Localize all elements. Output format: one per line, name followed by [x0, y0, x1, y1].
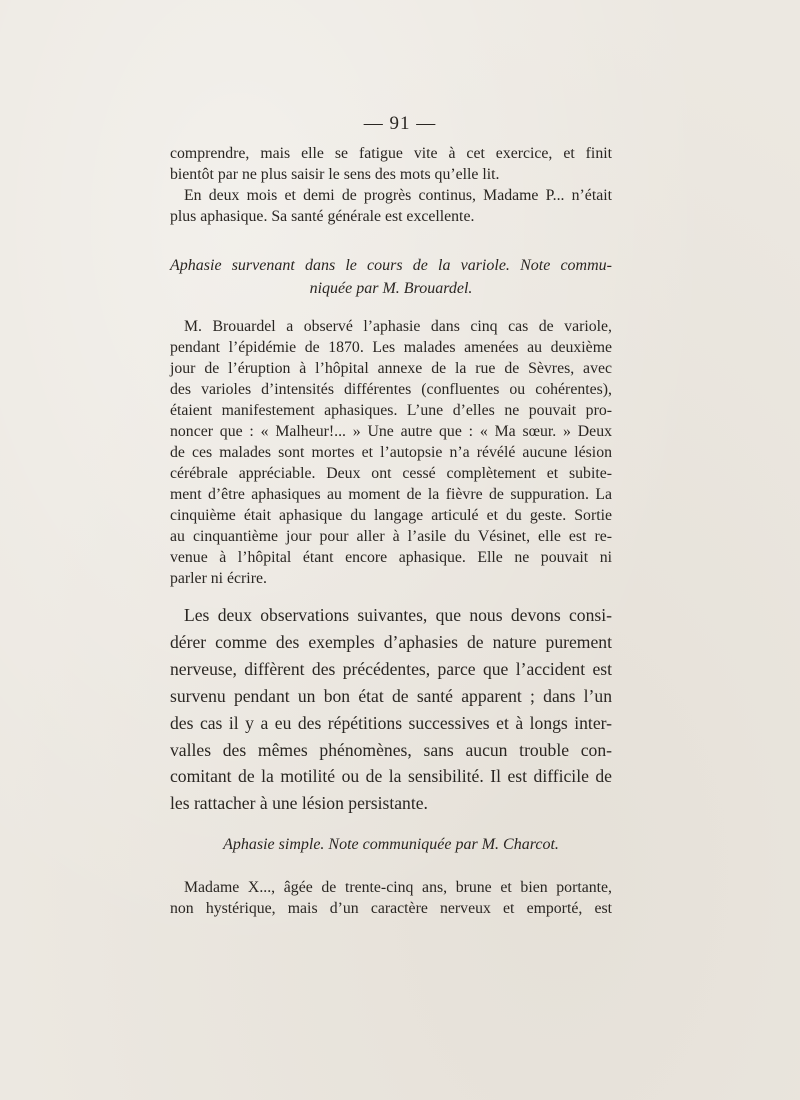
- text-line: Madame X..., âgée de trente-cinq ans, brune et bien portante,: [184, 879, 612, 896]
- text-line: Les deux observations suivantes, que nous devons consi-: [184, 605, 612, 625]
- text-line: des cas il y a eu des répétitions successives et à longs inter-: [170, 712, 612, 733]
- text-line: En deux mois et demi de progrès continus, Madame P... n’était: [184, 187, 612, 204]
- text-line: étaient manifestement aphasiques. L’une d’elles ne pouvait pro-: [170, 402, 612, 419]
- text-line: nerveuse, diffèrent des précédentes, parce que l’accident est: [170, 658, 612, 679]
- text-line: survenu pendant un bon état de santé apparent ; dans l’un: [170, 685, 612, 706]
- page-number: — 91 —: [363, 113, 437, 134]
- text-line: comprendre, mais elle se fatigue vite à cet exercice, et finit: [170, 145, 612, 162]
- section-heading-variole: [170, 254, 612, 300]
- text-line: de ces malades sont mortes et l’autopsie n’a révélé aucune lésion: [170, 444, 612, 461]
- text-line: bientôt par ne plus saisir le sens des mots qu’elle lit.: [170, 166, 500, 183]
- text-line: venue à l’hôpital étant encore aphasique. Elle ne pouvait ni: [170, 549, 612, 566]
- text-line: pendant l’épidémie de 1870. Les malades amenées au deuxième: [170, 339, 612, 356]
- text-line: valles des mêmes phénomènes, sans aucun trouble con-: [170, 739, 612, 760]
- text-line: M. Brouardel a observé l’aphasie dans cinq cas de variole,: [184, 318, 612, 335]
- text-line: cinquième était aphasique du langage articulé et du geste. Sortie: [170, 507, 612, 524]
- text-line: parler ni écrire.: [170, 570, 267, 587]
- paragraph-observations: [170, 602, 612, 817]
- paragraph-brouardel: [170, 316, 612, 589]
- section-heading-charcot: Aphasie simple. Note communiquée par M. Charcot.: [223, 836, 559, 853]
- text-line: comitant de la motilité ou de la sensibilité. Il est difficile de: [170, 766, 612, 787]
- heading-line: niquée par M. Brouardel.: [309, 280, 473, 297]
- heading-line: Aphasie survenant dans le cours de la variole. Note commu-: [170, 257, 612, 274]
- text-line: noncer que : « Malheur!... » Une autre que : « Ma sœur. » Deux: [170, 423, 612, 440]
- text-line: plus aphasique. Sa santé générale est excellente.: [170, 208, 475, 225]
- text-line: cérébrale appréciable. Deux ont cessé complètement et subite-: [170, 465, 612, 482]
- text-line: ment d’être aphasiques au moment de la fièvre de suppuration. La: [170, 486, 612, 503]
- paragraph-progress: [170, 185, 612, 227]
- text-line: dérer comme des exemples d’aphasies de nature purement: [170, 631, 612, 652]
- text-line: au cinquantième jour pour aller à l’asile du Vésinet, elle est re-: [170, 528, 612, 545]
- text-line: les rattacher à une lésion persistante.: [170, 793, 428, 814]
- text-line: jour de l’éruption à l’hôpital annexe de la rue de Sèvres, avec: [170, 360, 612, 377]
- paragraph-continuation: [170, 143, 612, 185]
- text-line: non hystérique, mais d’un caractère nerveux et emporté, est: [170, 900, 612, 917]
- text-line: des varioles d’intensités différentes (confluentes ou cohérentes),: [170, 381, 612, 398]
- paragraph-madame-x: [170, 877, 612, 919]
